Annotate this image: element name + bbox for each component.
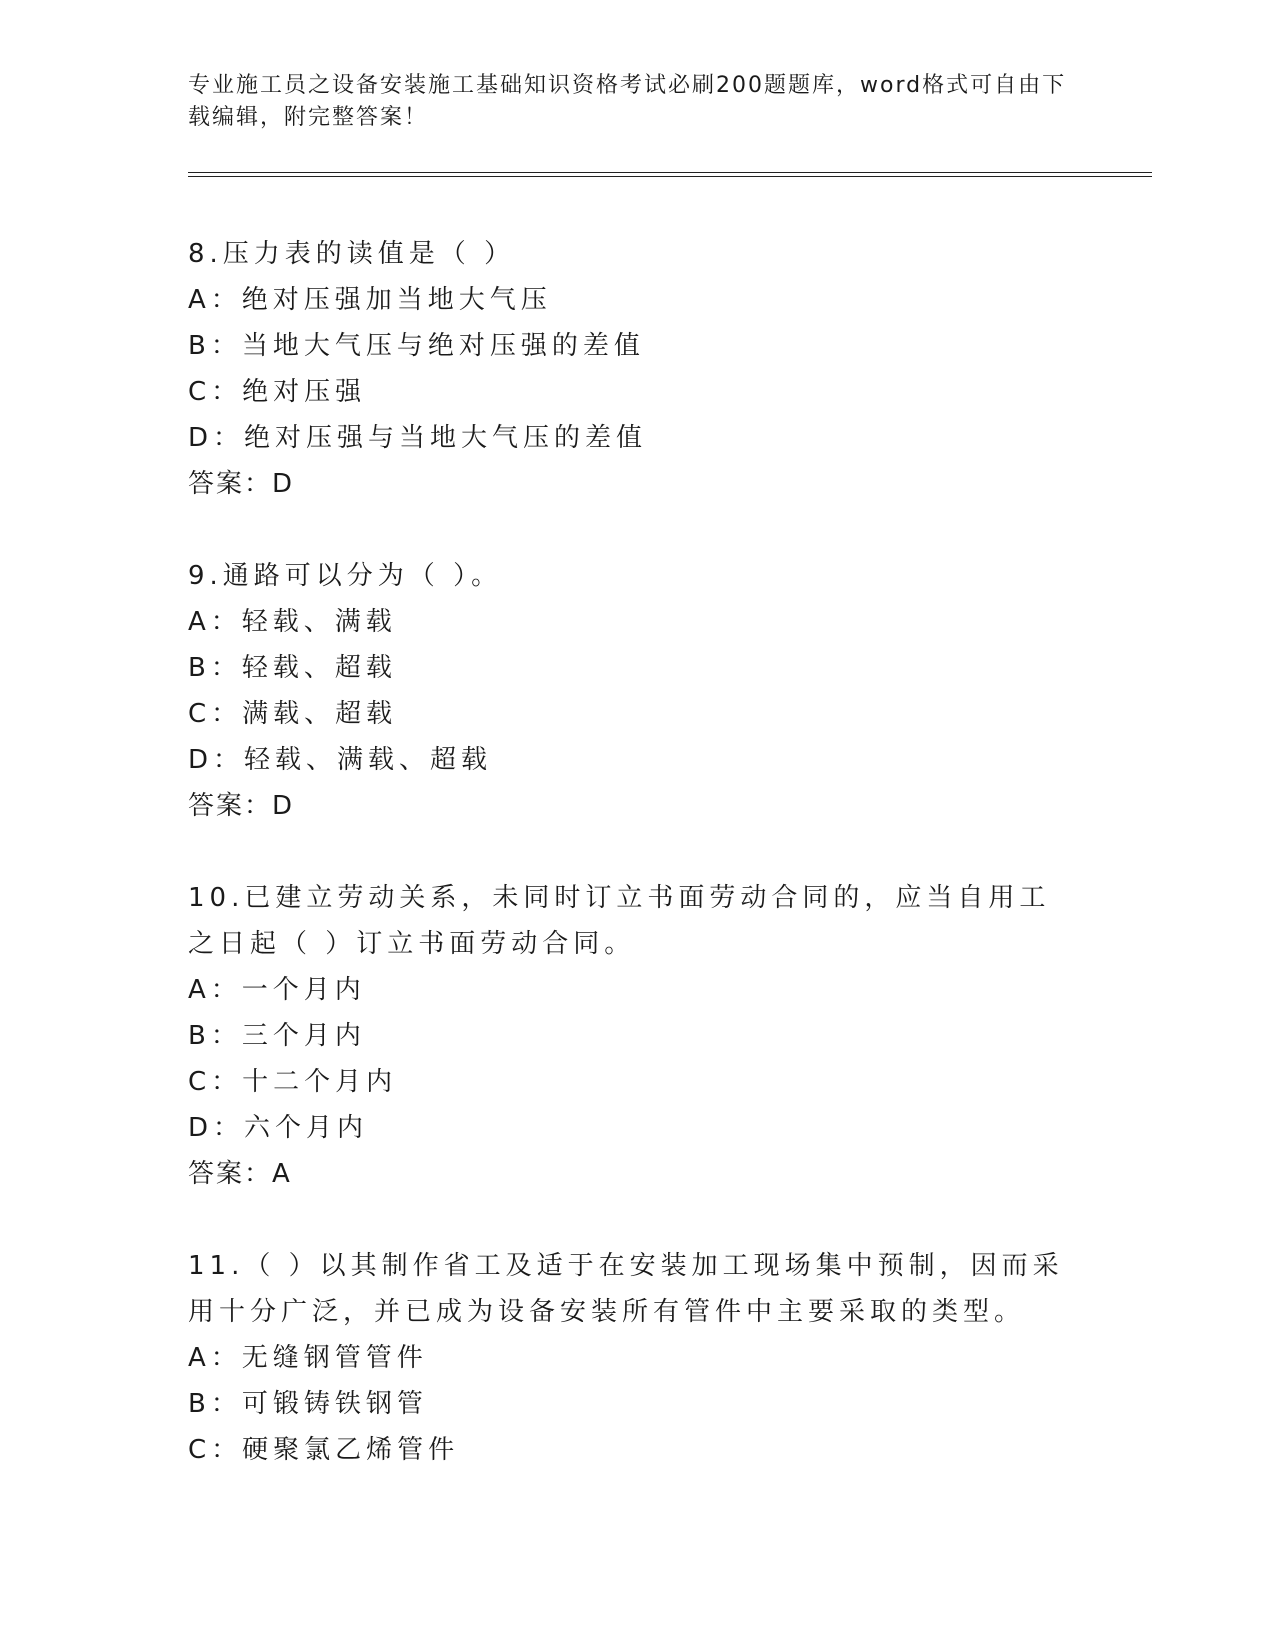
question-text: 9.通路可以分为（ ）。 (188, 561, 503, 591)
answer-line: 答案：D (188, 791, 295, 821)
option-d: D：绝对压强与当地大气压的差值 (188, 423, 648, 453)
question-text: 10.已建立劳动关系，未同时订立书面劳动合同的，应当自用工之日起（ ）订立书面劳动合同。 (188, 883, 1051, 959)
option-c: C：满载、超载 (188, 699, 398, 729)
option-d: D：轻载、满载、超载 (188, 745, 493, 775)
header-divider (188, 172, 1152, 177)
question-8 (188, 231, 1152, 507)
question-10 (188, 875, 1152, 1197)
option-b: B：轻载、超载 (188, 653, 397, 683)
option-b: B：三个月内 (188, 1021, 366, 1051)
option-c: C：绝对压强 (188, 377, 367, 407)
document-page (188, 70, 1152, 1519)
answer-line: 答案：D (188, 469, 295, 499)
option-a: A：绝对压强加当地大气压 (188, 285, 552, 315)
option-b: B：可锻铸铁钢管 (188, 1389, 428, 1419)
question-11 (188, 1243, 1152, 1473)
option-b: B：当地大气压与绝对压强的差值 (188, 331, 645, 361)
question-9 (188, 553, 1152, 829)
question-text: 11.（ ）以其制作省工及适于在安装加工现场集中预制，因而采用十分广泛，并已成为设备安装所有管件中主要采取的类型。 (188, 1251, 1064, 1327)
option-d: D：六个月内 (188, 1113, 369, 1143)
document-header: 专业施工员之设备安装施工基础知识资格考试必刷200题题库，word格式可自由下载编辑，附完整答案！ (188, 73, 1067, 130)
answer-line: 答案：A (188, 1159, 292, 1189)
option-a: A：一个月内 (188, 975, 366, 1005)
option-c: C：硬聚氯乙烯管件 (188, 1435, 460, 1465)
option-a: A：轻载、满载 (188, 607, 397, 637)
question-text: 8.压力表的读值是（ ） (188, 239, 516, 269)
question-list (188, 231, 1152, 1473)
option-c: C：十二个月内 (188, 1067, 398, 1097)
option-a: A：无缝钢管管件 (188, 1343, 428, 1373)
